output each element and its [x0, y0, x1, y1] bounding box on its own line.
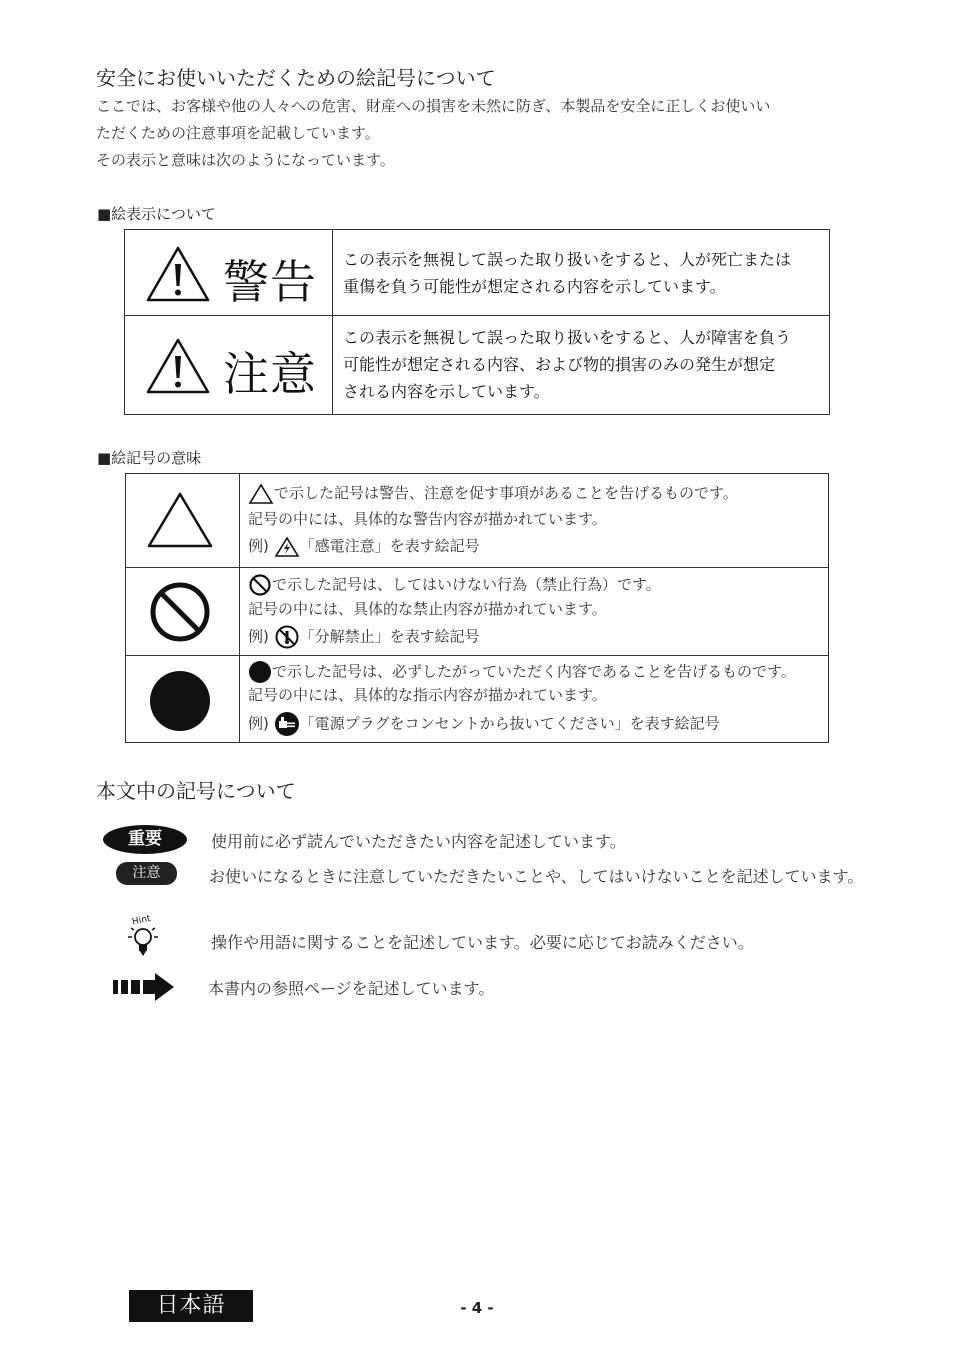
desc-line: 重傷を負う可能性が想定される内容を示しています。: [343, 277, 726, 296]
warning-row: [125, 230, 829, 316]
important-description: 使用前に必ず読んでいただきたい内容を記述しています。: [211, 832, 626, 851]
example-text: 「電源プラグをコンセントから抜いてください」を表す絵記号: [299, 714, 720, 733]
example-line: [248, 711, 720, 737]
example-line: [248, 624, 480, 650]
caution-description: お使いになるときに注意していただきたいことや、してはいけないことを記述しています。: [209, 867, 864, 886]
small-mandatory-icon: [248, 660, 272, 684]
caution-label-cell: [125, 316, 333, 414]
symbol-line: [248, 482, 738, 505]
desc-line: される内容を示しています。: [343, 382, 550, 401]
example-prefix: 例): [248, 714, 269, 733]
section-title: 安全にお使いいただくための絵記号について: [96, 66, 496, 90]
symbol-meaning-table: [125, 473, 829, 743]
symbol-line-text: で示した記号は、必ずしたがっていただく内容であることを告げるものです。: [272, 662, 796, 681]
symbol-row-mandatory: [126, 656, 828, 742]
caution-description: [343, 324, 823, 405]
symbol-line-text: で示した記号は警告、注意を促す事項があることを告げるものです。: [274, 484, 738, 502]
electric-shock-icon: [274, 536, 300, 558]
intro-line: ここでは、お客様や他の人々への危害、財産への損害を未然に防ぎ、本製品を安全に正しくお使いい: [96, 97, 771, 115]
symbol-meaning-heading: ■絵記号の意味: [97, 449, 202, 467]
section-title: 本文中の記号について: [96, 779, 296, 803]
mandatory-symbol-icon: [148, 669, 212, 733]
unplug-icon: [274, 711, 300, 737]
small-triangle-icon: [248, 483, 274, 505]
warning-triangle-icon: [145, 244, 211, 304]
symbol-row-prohibited: [126, 568, 828, 656]
example-line: [248, 535, 480, 558]
hint-text: Hint: [131, 913, 152, 928]
example-text: 「感電注意」を表す絵記号: [299, 537, 480, 555]
small-prohibition-icon: [248, 573, 272, 597]
intro-line: ただくための注意事項を記載しています。: [96, 124, 380, 142]
caution-label: 注意: [223, 347, 317, 401]
desc-line: この表示を無視して誤った取り扱いをすると、人が障害を負う: [343, 328, 792, 347]
example-prefix: 例): [248, 627, 269, 646]
reference-description: 本書内の参照ページを記述しています。: [208, 979, 495, 998]
desc-line: 可能性が想定される内容、および物的損害のみの発生が想定: [343, 355, 776, 374]
hint-description: 操作や用語に関することを記述しています。必要に応じてお読みください。: [211, 933, 754, 952]
symbol-cell: [126, 568, 240, 655]
warning-label-cell: [125, 230, 333, 315]
intro-paragraph: [96, 93, 770, 174]
reference-arrow-icon: [113, 971, 175, 1003]
caution-triangle-icon: [145, 336, 211, 396]
warning-caution-table: [124, 229, 830, 415]
symbol-cell: [126, 474, 240, 567]
prohibition-symbol-icon: [148, 580, 212, 644]
triangle-symbol-icon: [146, 490, 214, 550]
warning-description: [343, 246, 823, 300]
symbol-line-text: で示した記号は、してはいけない行為（禁止行為）です。: [272, 575, 661, 594]
symbol-row-caution: [126, 474, 828, 568]
language-label: 日本語: [129, 1290, 253, 1322]
symbol-line: [248, 660, 796, 684]
example-prefix: 例): [248, 537, 269, 555]
warning-label: 警告: [223, 255, 317, 309]
example-text: 「分解禁止」を表す絵記号: [299, 627, 480, 646]
intro-line: その表示と意味は次のようになっています。: [96, 151, 395, 169]
hint-lightbulb-icon: [120, 912, 166, 962]
desc-line: この表示を無視して誤った取り扱いをすると、人が死亡または: [343, 250, 792, 269]
important-badge: 重要: [103, 825, 187, 854]
symbol-line: 記号の中には、具体的な指示内容が描かれています。: [248, 686, 607, 704]
no-disassembly-icon: [274, 624, 300, 650]
picto-display-heading: ■絵表示について: [97, 205, 216, 223]
symbol-line: [248, 573, 661, 597]
caution-badge: 注意: [116, 862, 177, 885]
symbol-line: 記号の中には、具体的な警告内容が描かれています。: [248, 510, 607, 528]
symbol-line: 記号の中には、具体的な禁止内容が描かれています。: [248, 600, 607, 618]
symbol-cell: [126, 656, 240, 742]
caution-row: [125, 316, 829, 414]
page-number: - 4 -: [460, 1299, 494, 1317]
